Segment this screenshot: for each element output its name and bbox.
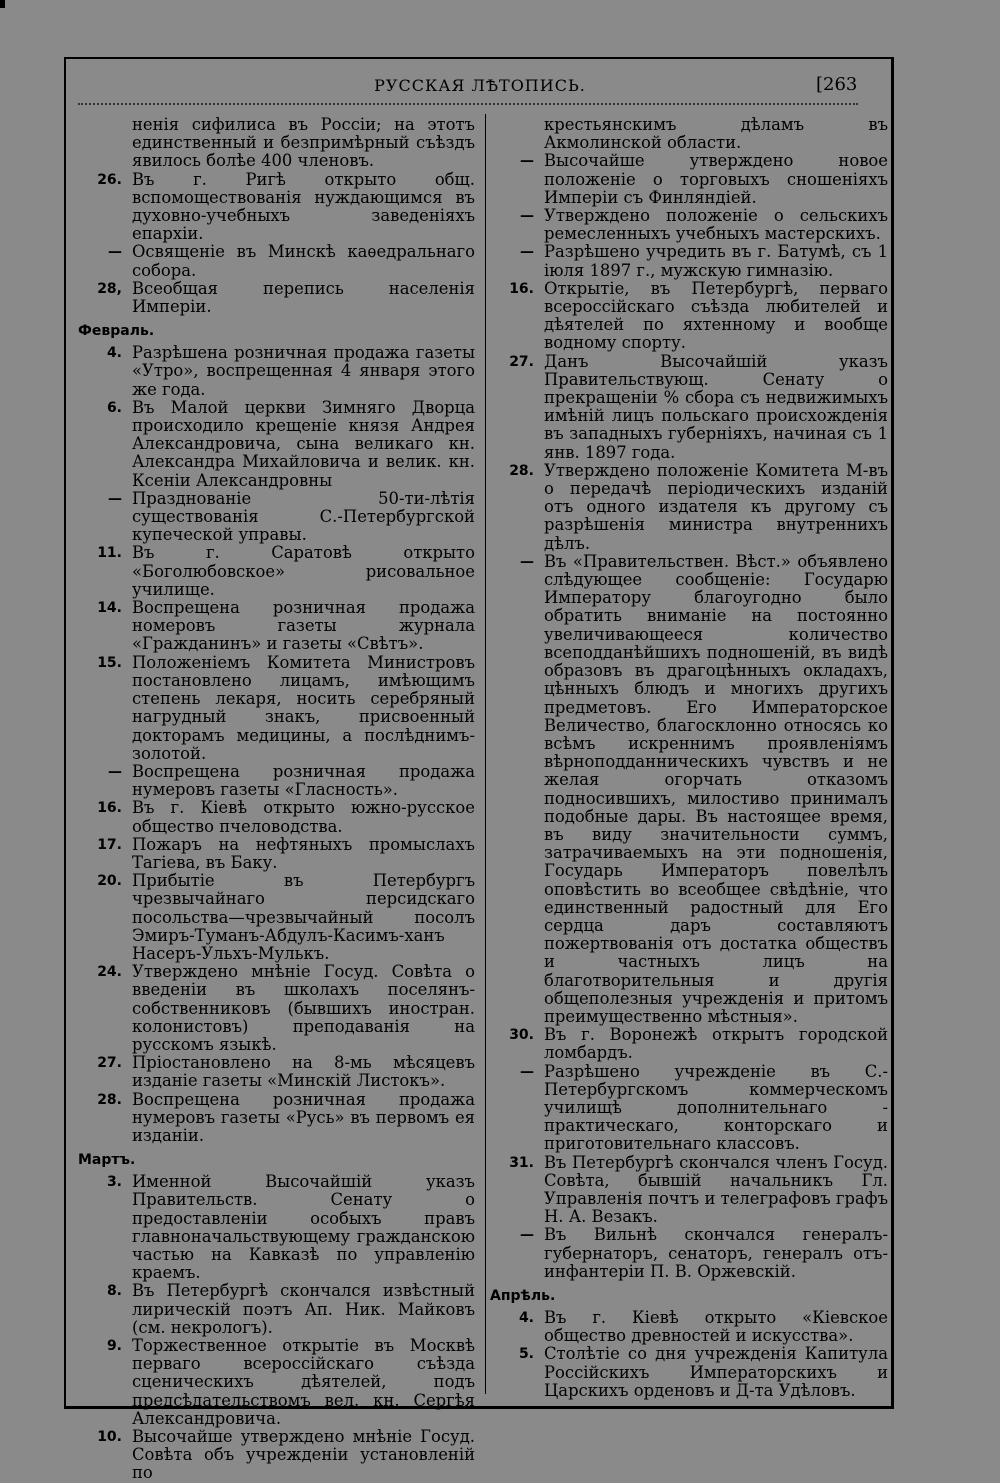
chronicle-entry — [488, 462, 888, 553]
entry-date: 5. — [518, 1346, 534, 1363]
entry-text: Открытіе, въ Петербургѣ, перваго всероссійскаго съѣзда любителей и дѣятелей по яхтенному и вообще водному спорту. — [544, 278, 888, 353]
entry-text: Прибытіе въ Петербургъ чрезвычайнаго персидскаго посольства—чрезвычайный посолъ Эмиръ-Туманъ-Абдулъ-Касимъ-ханъ Насеръ-Ульхъ-Мулькъ. — [132, 871, 475, 963]
chronicle-entry — [488, 207, 888, 243]
entry-date: 4. — [106, 345, 122, 362]
chronicle-entry — [488, 1154, 888, 1227]
march-entries-continued — [488, 152, 888, 1281]
entry-text: Разрѣшено учредить въ г. Батумѣ, съ 1 іюля 1897 г., мужскую гимназію. — [544, 242, 888, 280]
chronicle-entry — [76, 1054, 475, 1090]
entry-text: Воспрещена розничная продажа номеровъ газеты журнала «Гражданинъ» и газеты «Свѣтъ». — [132, 598, 475, 654]
entry-text: Высочайше утверждено новое положеніе о торговыхъ сношеніяхъ Имперіи съ Финляндіей. — [544, 151, 888, 207]
chronicle-entry — [76, 544, 475, 599]
entry-text: Утверждено положеніе о сельскихъ ремесленныхъ учебныхъ мастерскихъ. — [544, 206, 888, 244]
month-heading-february: Февраль. — [78, 323, 155, 340]
entry-text: Положеніемъ Комитета Министровъ постановлено лицамъ, имѣющимъ степень лекаря, носить серебряный нагрудный знакъ, присвоенный докторамъ медицины, а послѣднимъ-золотой. — [132, 652, 475, 763]
entry-date: 3. — [106, 1174, 122, 1191]
chronicle-entry — [76, 344, 475, 399]
entry-text: Въ Малой церкви Зимняго Дворца происходило крещеніе князя Андрея Александровича, сына великаго кн. Александра Михайловича и велик. кн. Ксеніи Александровны — [132, 397, 475, 490]
entry-date: 6. — [106, 399, 122, 416]
corner-mark — [0, 0, 5, 8]
chronicle-entry — [488, 152, 888, 207]
entry-date: 14. — [97, 600, 122, 617]
entry-date: 10. — [97, 1429, 122, 1446]
chronicle-entry — [488, 1345, 888, 1400]
chronicle-entry — [76, 280, 475, 316]
entry-text: Именной Высочайшій указъ Правительств. Сенату о предоставленіи особыхъ правъ главноначальствующему гражданскою частью на Кавказѣ по управленію краемъ. — [132, 1172, 475, 1283]
entry-date: 30. — [509, 1027, 534, 1044]
entry-date: — — [520, 1227, 534, 1244]
entry-text: Въ Петербургѣ скончался членъ Госуд. Совѣта, бывшій начальникъ Гл. Управленія почтъ и телеграфовъ графъ Н. А. Везакъ. — [544, 1152, 888, 1227]
chronicle-entry — [488, 1226, 888, 1281]
chronicle-entry — [488, 553, 888, 1026]
entry-date: 11. — [97, 545, 122, 562]
entry-text: Воспрещена розничная продажа нумеровъ газеты «Русь» въ первомъ ея изданіи. — [132, 1089, 475, 1145]
entry-date: 8. — [106, 1283, 122, 1300]
left-column — [76, 116, 475, 1483]
entry-text: Данъ Высочайшій указъ Правительствующ. Сенату о прекращеніи % сбора съ недвижимыхъ имѣній лицъ польскаго происхожденія въ западныхъ губерніяхъ, начиная съ 1 янв. 1897 года. — [544, 351, 888, 462]
chronicle-entry — [76, 399, 475, 490]
chronicle-entry — [76, 654, 475, 763]
april-entries — [488, 1309, 888, 1400]
march-entries — [76, 1173, 475, 1482]
entry-text: Разрѣшена розничная продажа газеты «Утро», воспрещенная 4 января этого же года. — [132, 343, 475, 399]
entry-text: Воспрещена розничная продажа нумеровъ газеты «Гласность». — [132, 761, 475, 800]
chronicle-entry — [488, 1063, 888, 1154]
running-title: РУССКАЯ ЛѢТОПИСЬ. — [374, 76, 586, 95]
entry-date: — — [108, 244, 122, 261]
entry-date: 28, — [97, 280, 122, 297]
entry-date: 31. — [509, 1154, 534, 1171]
chronicle-entry — [76, 1091, 475, 1146]
entry-text: Освященіе въ Минскѣ каѳедральнаго собора. — [132, 242, 475, 280]
entry-text: Въ г. Воронежѣ открытъ городской ломбардъ. — [544, 1025, 888, 1063]
february-entries — [76, 344, 475, 1145]
chronicle-entry — [76, 171, 475, 244]
entry-text: Въ Петербургѣ скончался извѣстный лирическій поэтъ Ап. Ник. Майковъ (см. некрологъ). — [132, 1281, 475, 1337]
chronicle-entry — [488, 243, 888, 279]
entry-text: Въ «Правительствен. Вѣст.» объявлено слѣдующее сообщеніе: Государю Императору благоугодно было обратить вниманіе на постоянно увеличивающееся количество всеподданѣйшихъ подношеній, въ видѣ образовъ въ драгоцѣнныхъ окладахъ, цѣнныхъ блюдъ и многихъ другихъ предметовъ. Его Императорское Величество, благосклонно относясь ко всѣмъ искреннимъ проявленіямъ вѣрноподданническихъ чувствъ и не желая огорчать отказомъ подносившихъ, милостиво принималъ подобные дары. Въ настоящее время, въ виду значительности суммъ, затрачиваемыхъ на эти подношенія, Государь Императоръ повелѣлъ оповѣстить во всеобщее свѣдѣніе, что единственный радостный для Его сердца даръ составляютъ пожертвованія отъ достатка обществъ и частныхъ лицъ на благотворительныя и другія общеполезныя учрежденія и притомъ преимущественно мѣстныя». — [544, 551, 888, 1026]
entry-date: 28. — [509, 462, 534, 479]
chronicle-entry — [76, 799, 475, 835]
chronicle-entry — [488, 1026, 888, 1062]
entry-text: Столѣтіе со дня учрежденія Капитула Россійскихъ Императорскихъ и Царскихъ орденовъ и Д-та Удѣловъ. — [544, 1344, 888, 1400]
chronicle-entry — [76, 490, 475, 545]
chronicle-entry — [76, 1282, 475, 1337]
chronicle-entry — [76, 963, 475, 1054]
january-entries — [76, 171, 475, 317]
entry-text: Въ г. Ригѣ открыто общ. вспомоществованія нуждающимся въ духовно-учебныхъ заведеніяхъ епархіи. — [132, 169, 475, 244]
entry-text: Въ г. Саратовѣ открыто «Боголюбовское» рисовальное училище. — [132, 543, 475, 599]
entry-text: Пожаръ на нефтяныхъ промыслахъ Тагіева, въ Баку. — [132, 834, 475, 872]
chronicle-entry — [76, 1428, 475, 1483]
entry-date: 26. — [97, 171, 122, 188]
entry-date: — — [108, 490, 122, 507]
continuation-text: крестьянскимъ дѣламъ въ Акмолинской области. — [544, 115, 888, 153]
chronicle-entry — [488, 1309, 888, 1345]
entry-date: 16. — [509, 280, 534, 297]
entry-text: Утверждено положеніе Комитета М-въ о передачѣ періодическихъ изданій отъ одного издателя къ другому съ разрѣшенія министра внутреннихъ дѣлъ. — [544, 460, 888, 553]
entry-date: — — [520, 208, 534, 225]
entry-date: 27. — [97, 1055, 122, 1072]
entry-text: Въ г. Кіевѣ открыто «Кіевское общество древностей и искусства». — [544, 1308, 888, 1346]
chronicle-entry — [488, 280, 888, 353]
chronicle-entry — [76, 872, 475, 963]
chronicle-entry — [76, 599, 475, 654]
header-rule — [78, 103, 858, 105]
page-number: [263 — [816, 74, 858, 95]
month-heading-april: Апрѣль. — [490, 1288, 556, 1304]
entry-date: 28. — [97, 1091, 122, 1108]
chronicle-entry — [76, 243, 475, 279]
entry-date: 20. — [97, 873, 122, 890]
right-column — [488, 116, 888, 1400]
column-divider — [485, 114, 486, 1394]
month-heading-march: Мартъ. — [78, 1152, 136, 1169]
entry-date: 27. — [509, 353, 534, 370]
entry-date: 16. — [97, 800, 122, 817]
entry-text: Утверждено мнѣніе Госуд. Совѣта о введеніи въ школахъ поселянъ-собственниковъ (бывшихъ иностран. колонистовъ) преподаванія на русскомъ языкѣ. — [132, 962, 475, 1054]
chronicle-entry — [76, 1337, 475, 1428]
entry-date: — — [520, 1063, 534, 1080]
entry-date: 9. — [106, 1338, 122, 1354]
entry-text: Въ Вильнѣ скончался генералъ-губернаторъ, сенаторъ, генералъ отъ-инфантеріи П. В. Оржевскій. — [544, 1225, 888, 1281]
chronicle-entry — [76, 836, 475, 872]
chronicle-entry — [488, 353, 888, 462]
entry-date: — — [520, 244, 534, 261]
chronicle-entry — [76, 1173, 475, 1282]
entry-date: 24. — [97, 964, 122, 981]
entry-date: — — [108, 763, 122, 780]
entry-text: Празднованіе 50-ти-лѣтія существованія С.-Петербургской купеческой управы. — [132, 488, 475, 545]
entry-date: 15. — [97, 654, 122, 671]
entry-date: — — [520, 553, 534, 570]
continuation-text: ненія сифилиса въ Россіи; на этотъ единственный и безпримѣрный съѣздъ явилось болѣе 400 членовъ. — [132, 115, 475, 171]
entry-date: 17. — [97, 836, 122, 853]
entry-date: — — [520, 153, 534, 170]
chronicle-entry — [76, 763, 475, 799]
entry-date: 4. — [518, 1310, 534, 1326]
entry-text: Въ г. Кіевѣ открыто южно-русское общество пчеловодства. — [132, 798, 475, 836]
entry-text: Торжественное открытіе въ Москвѣ перваго всероссійскаго съѣзда сценическихъ дѣятелей, подъ предсѣдательствомъ вел. кн. Сергѣя Александровича. — [132, 1336, 475, 1428]
entry-text: Высочайше утверждено мнѣніе Госуд. Совѣта объ учрежденіи установленій по — [132, 1427, 475, 1483]
entry-text: Пріостановлено на 8-мь мѣсяцевъ изданіе газеты «Минскій Листокъ». — [132, 1053, 475, 1091]
entry-text: Всеобщая перепись населенія Имперіи. — [132, 278, 475, 317]
entry-text: Разрѣшено учрежденіе въ С.-Петербургскомъ коммерческомъ училищѣ дополнительнаго - практическаго, конторскаго и приготовительнаго классовъ. — [544, 1061, 888, 1154]
